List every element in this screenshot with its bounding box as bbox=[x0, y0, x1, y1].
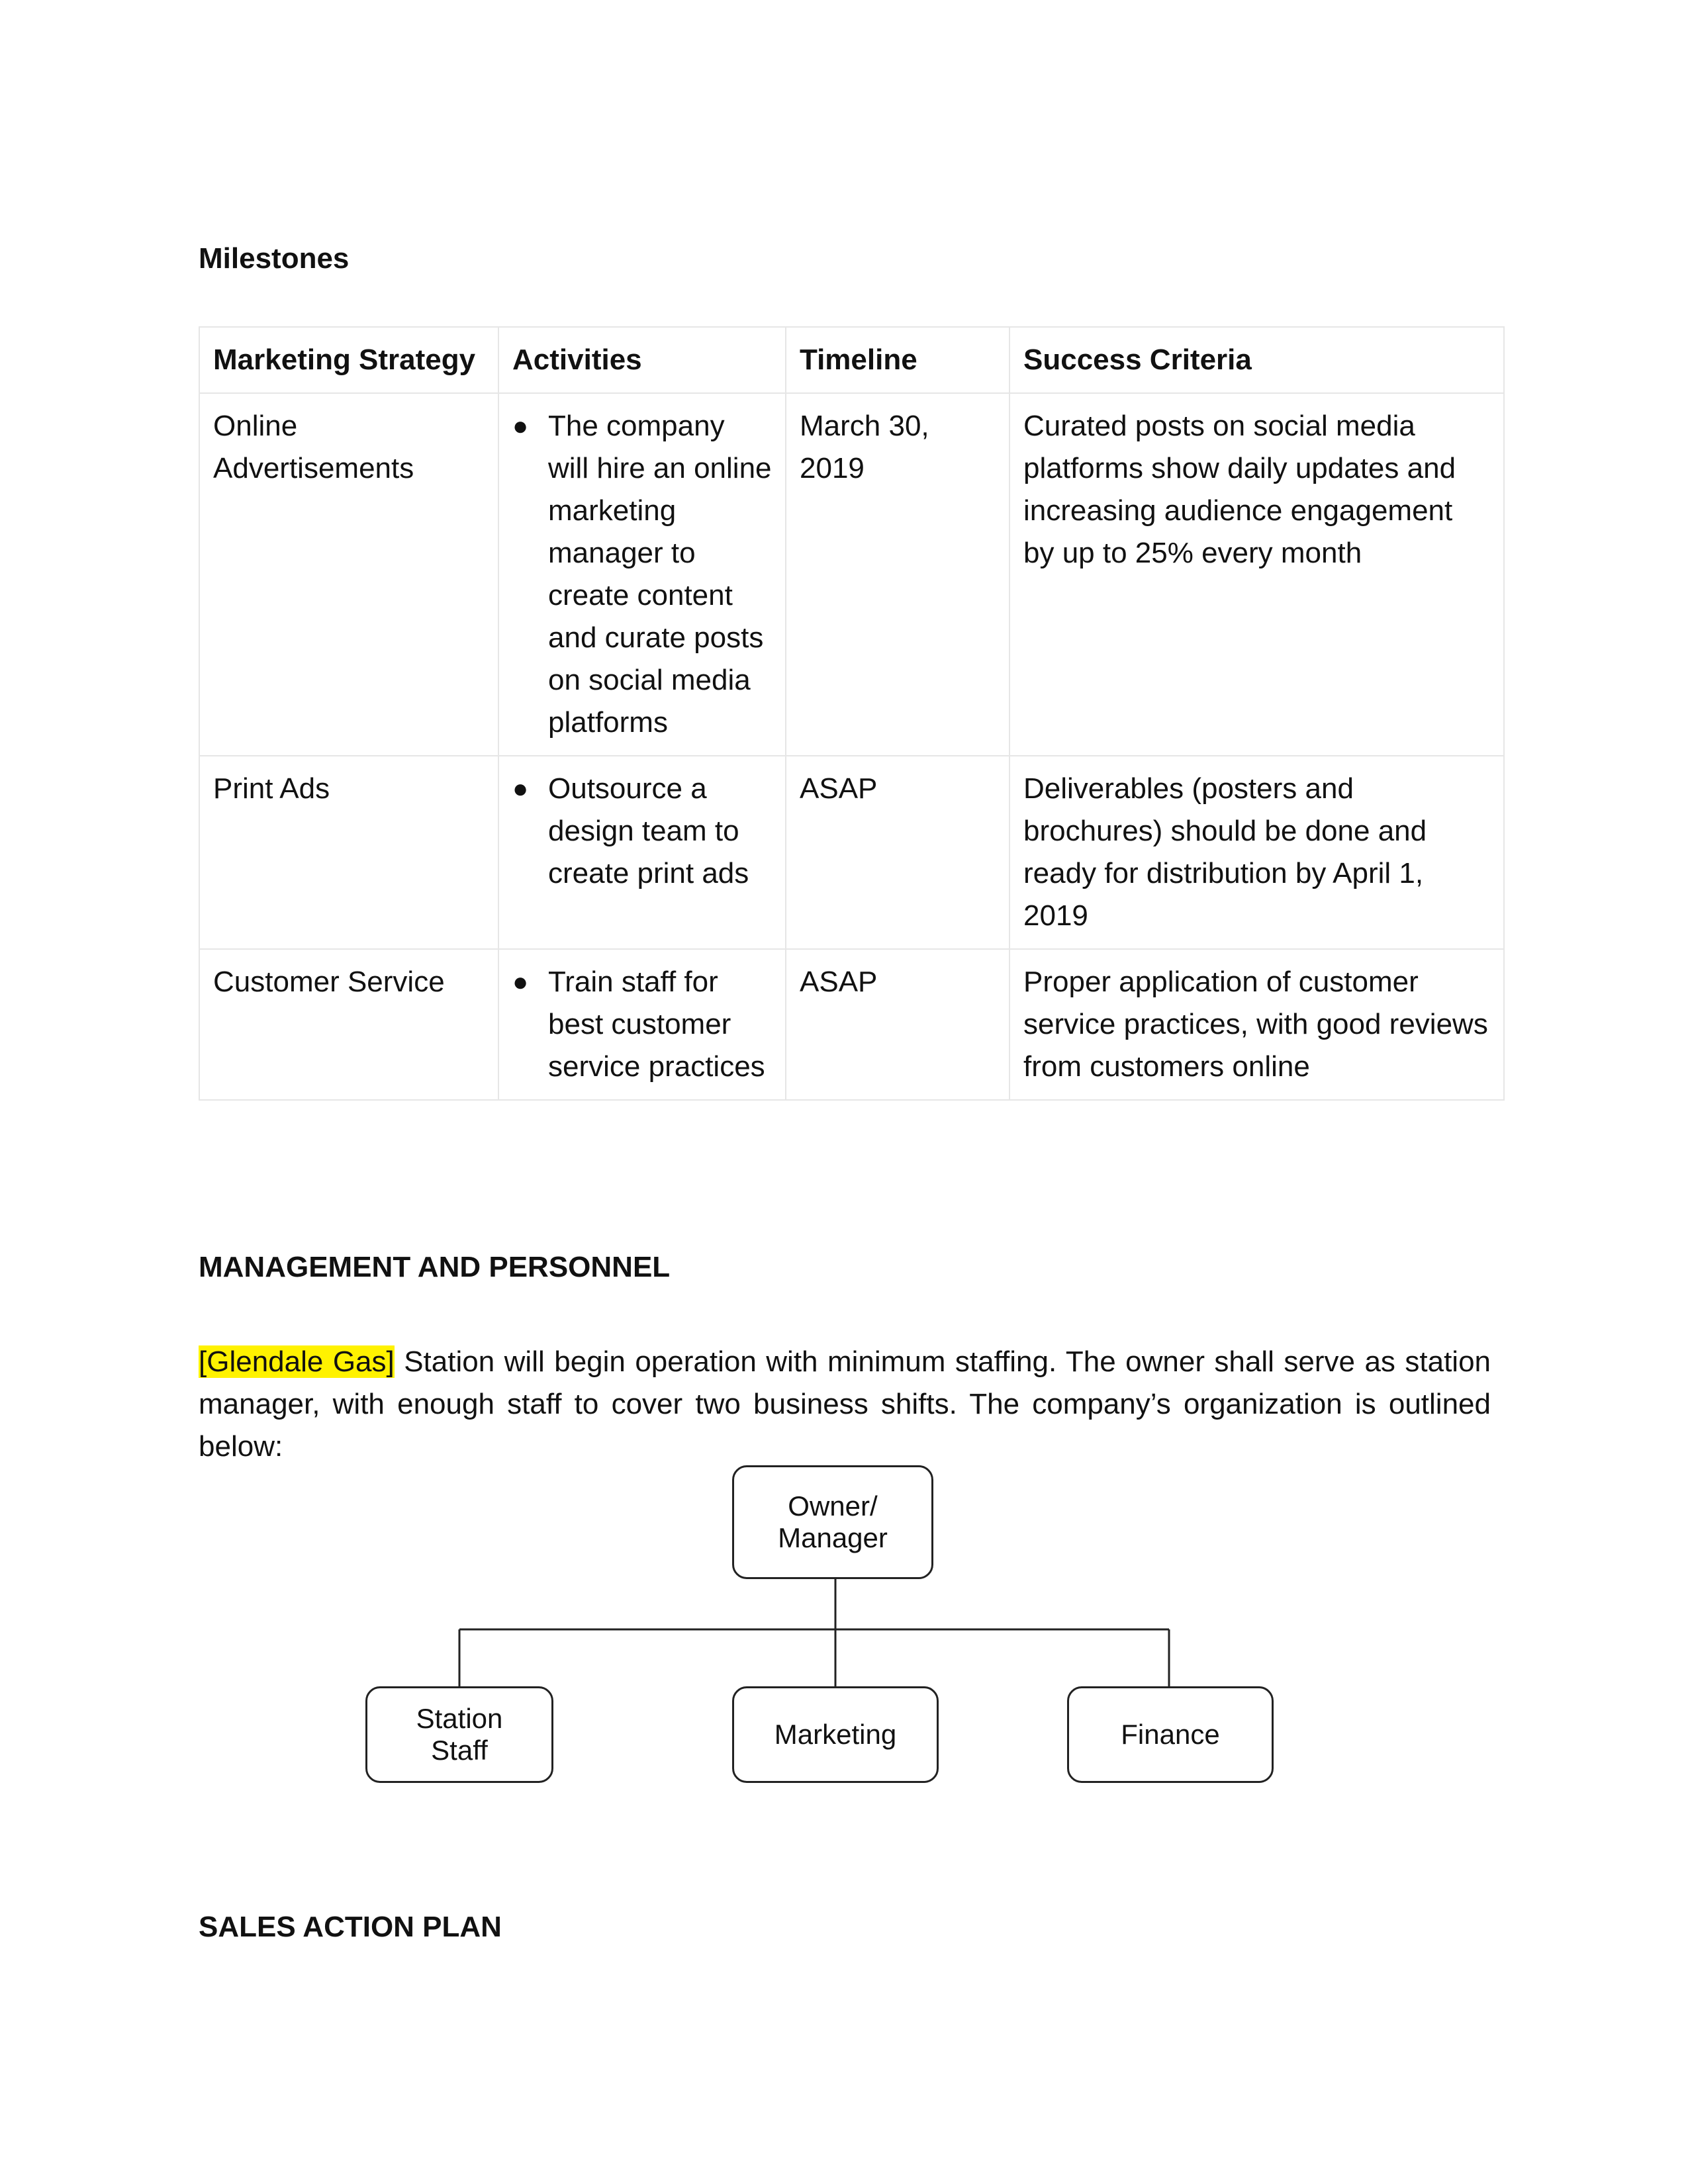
cell-activities bbox=[498, 393, 786, 756]
management-paragraph bbox=[199, 1341, 1491, 1468]
timeline-text: ASAP bbox=[800, 966, 878, 998]
cell-criteria bbox=[1009, 949, 1504, 1100]
criteria-text: Curated posts on social media platforms show daily updates and increasing audience engagement by up to 25% every month bbox=[1023, 410, 1456, 569]
header-timeline: Timeline bbox=[786, 327, 1009, 393]
activity-item bbox=[512, 405, 772, 744]
activity-text: Outsource a design team to create print ads bbox=[548, 772, 749, 889]
bullet-icon: ● bbox=[512, 412, 529, 441]
org-node-marketing bbox=[732, 1686, 939, 1783]
org-node-label: Station Staff bbox=[416, 1703, 503, 1766]
cell-activities bbox=[498, 949, 786, 1100]
cell-strategy bbox=[199, 756, 498, 949]
org-node-label: Marketing bbox=[774, 1719, 897, 1750]
activity-item bbox=[512, 961, 772, 1088]
company-name-highlight: [Glendale Gas] bbox=[199, 1345, 395, 1378]
org-node-finance bbox=[1067, 1686, 1274, 1783]
paragraph-text: Station will begin operation with minimum staffing. The owner shall serve as station manager, with enough staff to cover two business shifts. The company’s organization is outlined below: bbox=[199, 1345, 1491, 1463]
management-heading: MANAGEMENT AND PERSONNEL bbox=[199, 1251, 671, 1283]
strategy-text: Online Advertisements bbox=[213, 410, 414, 484]
table-row bbox=[199, 393, 1504, 756]
org-node-label: Owner/ Manager bbox=[778, 1490, 888, 1553]
cell-strategy bbox=[199, 393, 498, 756]
criteria-text: Deliverables (posters and brochures) should be done and ready for distribution by April 1, 2019 bbox=[1023, 772, 1427, 932]
table-header-row bbox=[199, 327, 1504, 393]
timeline-text: ASAP bbox=[800, 772, 878, 805]
cell-criteria bbox=[1009, 756, 1504, 949]
cell-criteria bbox=[1009, 393, 1504, 756]
timeline-text: March 30, 2019 bbox=[800, 410, 929, 484]
activity-item bbox=[512, 768, 772, 895]
table-row bbox=[199, 949, 1504, 1100]
bullet-icon: ● bbox=[512, 774, 529, 803]
header-marketing-strategy: Marketing Strategy bbox=[199, 327, 498, 393]
org-node-owner-manager bbox=[732, 1465, 933, 1579]
cell-timeline bbox=[786, 756, 1009, 949]
cell-timeline bbox=[786, 949, 1009, 1100]
org-node-station-staff bbox=[365, 1686, 553, 1783]
activity-text: Train staff for best customer service practices bbox=[548, 966, 765, 1083]
sales-action-plan-heading: SALES ACTION PLAN bbox=[199, 1911, 502, 1943]
cell-activities bbox=[498, 756, 786, 949]
table-row bbox=[199, 756, 1504, 949]
criteria-text: Proper application of customer service practices, with good reviews from customers online bbox=[1023, 966, 1488, 1083]
activity-text: The company will hire an online marketing manager to create content and curate posts on social media platforms bbox=[548, 410, 772, 739]
org-node-label: Finance bbox=[1121, 1719, 1220, 1750]
strategy-text: Print Ads bbox=[213, 772, 330, 805]
milestones-heading: Milestones bbox=[199, 242, 350, 275]
header-success-criteria: Success Criteria bbox=[1009, 327, 1504, 393]
header-activities: Activities bbox=[498, 327, 786, 393]
cell-strategy bbox=[199, 949, 498, 1100]
strategy-text: Customer Service bbox=[213, 966, 445, 998]
milestones-table bbox=[199, 326, 1505, 1101]
bullet-icon: ● bbox=[512, 968, 529, 997]
cell-timeline bbox=[786, 393, 1009, 756]
